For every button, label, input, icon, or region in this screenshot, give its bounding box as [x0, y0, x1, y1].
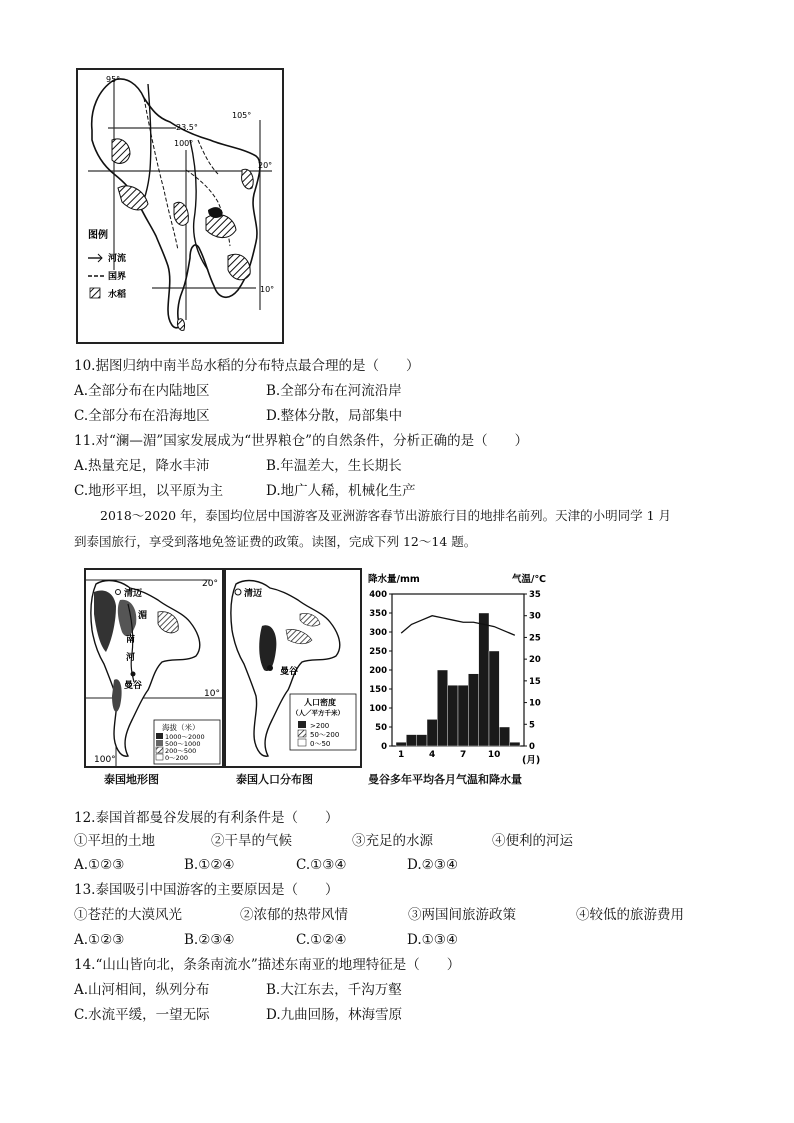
legend-swatch-200-500	[156, 747, 163, 753]
q10-option-a[interactable]: A.全部分布在内陆地区	[74, 383, 210, 399]
q10-stem: 10.据图归纳中南半岛水稻的分布特点最合理的是（ ）	[74, 358, 420, 374]
legend-rice-label: 水稻	[108, 290, 127, 300]
y-left-tick-label: 200	[369, 666, 387, 676]
population-legend-2: 50～200	[310, 731, 340, 739]
y-left-tick-label: 100	[369, 704, 387, 714]
q10-option-b[interactable]: B.全部分布在河流沿岸	[266, 383, 402, 399]
intro-line-2: 到泰国旅行，享受到落地免签证费的政策。读图，完成下列 12～14 题。	[74, 534, 477, 549]
y-left-tick-label: 250	[369, 647, 387, 657]
q14-option-c[interactable]: C.水流平缓，一望无际	[74, 1007, 210, 1023]
temperature-line	[401, 616, 515, 636]
q12-statement-2: ②干旱的气候	[211, 833, 292, 849]
q12-option-a[interactable]: A.①②③	[74, 857, 125, 873]
precipitation-bar	[437, 670, 447, 746]
precipitation-bar	[510, 742, 520, 746]
legend-swatch-50-200	[298, 730, 306, 737]
precipitation-bar	[396, 742, 406, 746]
q13-option-a[interactable]: A.①②③	[74, 932, 125, 948]
lon-label-95: 95°	[106, 75, 121, 84]
precipitation-bar	[458, 685, 468, 746]
q10-option-d[interactable]: D.整体分散，局部集中	[266, 408, 403, 424]
legend-swatch-over-200	[298, 721, 306, 728]
q14-stem: 14.“山山皆向北，条条南流水”描述东南亚的地理特征是（ ）	[74, 957, 461, 973]
terrain-legend-1: 1000～2000	[165, 733, 205, 741]
population-legend-unit: （人／平方千米）	[292, 709, 344, 717]
q14-option-b[interactable]: B.大江东去，千沟万壑	[266, 982, 402, 998]
q13-option-d[interactable]: D.①③④	[407, 932, 458, 948]
terrain-map-caption: 泰国地形图	[104, 773, 159, 786]
precipitation-bar	[427, 719, 437, 746]
lat-label-20: 20°	[258, 161, 273, 170]
legend-swatch-1000-2000	[156, 733, 163, 739]
y-left-axis-label: 降水量/mm	[368, 574, 420, 585]
rice-map-svg	[78, 70, 282, 342]
q13-statement-3: ③两国间旅游政策	[408, 907, 516, 923]
q12-stem: 12.泰国首都曼谷发展的有利条件是（ ）	[74, 810, 339, 826]
q13-statement-1: ①苍茫的大漠风光	[74, 907, 182, 923]
y-left-tick-label: 300	[369, 628, 387, 638]
precipitation-bar	[499, 727, 509, 746]
q11-option-d[interactable]: D.地广人稀，机械化生产	[266, 483, 416, 499]
q13-option-b[interactable]: B.②③④	[184, 932, 235, 948]
climate-chart-svg	[362, 568, 562, 768]
y-right-tick-label: 25	[529, 633, 541, 644]
terrain-chiangmai-label: 清迈	[124, 589, 143, 599]
x-axis-unit: (月)	[522, 755, 541, 766]
y-left-tick-label: 50	[375, 723, 387, 733]
q12-statement-3: ③充足的水源	[352, 833, 433, 849]
hatch-icon	[90, 288, 100, 298]
y-right-tick-label: 35	[529, 590, 541, 600]
legend-swatch-500-1000	[156, 740, 163, 746]
legend-swatch-0-50	[298, 739, 306, 746]
terrain-river-char-2: 南	[126, 635, 136, 645]
lon-label-105: 105°	[232, 111, 252, 120]
population-legend-1: >200	[310, 722, 330, 730]
terrain-lat-20: 20°	[202, 579, 218, 589]
terrain-legend-3: 200～500	[165, 747, 197, 755]
x-tick-label: 1	[398, 750, 405, 760]
y-right-tick-label: 20	[529, 655, 541, 666]
q11-option-a[interactable]: A.热量充足，降水丰沛	[74, 458, 210, 474]
y-left-tick-label: 400	[369, 590, 387, 600]
terrain-legend-title: 海拔（米）	[162, 723, 200, 732]
precipitation-bar	[468, 674, 478, 746]
precipitation-bar	[417, 735, 427, 746]
y-right-tick-label: 0	[529, 742, 535, 752]
thailand-terrain-map	[84, 568, 224, 768]
precipitation-bar	[489, 651, 499, 746]
x-tick-label: 7	[460, 750, 467, 760]
q14-option-a[interactable]: A.山河相间，纵列分布	[74, 982, 210, 998]
lat-label-10: 10°	[260, 285, 275, 294]
population-bangkok-label: 曼谷	[280, 667, 299, 677]
terrain-bangkok-label: 曼谷	[124, 681, 143, 691]
q11-stem: 11.对“澜—湄”国家发展成为“世界粮仓”的自然条件，分析正确的是（ ）	[74, 433, 529, 449]
intro-line-1: 2018～2020 年，泰国均位居中国游客及亚洲游客春节出游旅行目的地排名前列。天津的小明同学 1 月	[100, 508, 671, 523]
population-map-caption: 泰国人口分布图	[236, 773, 313, 786]
q14-option-d[interactable]: D.九曲回肠，林海雪原	[266, 1007, 403, 1023]
climate-chart	[362, 568, 562, 768]
precipitation-bar	[479, 613, 489, 746]
terrain-lat-10: 10°	[204, 689, 220, 699]
q13-option-c[interactable]: C.①②④	[296, 932, 347, 948]
q13-statement-4: ④较低的旅游费用	[576, 907, 684, 923]
q13-statement-2: ②浓郁的热带风情	[240, 907, 348, 923]
q12-statement-4: ④便利的河运	[492, 833, 573, 849]
q12-option-c[interactable]: C.①③④	[296, 857, 347, 873]
terrain-legend-2: 500～1000	[165, 740, 201, 748]
terrain-river-char-1: 湄	[138, 611, 148, 621]
y-right-tick-label: 5	[529, 720, 535, 731]
q12-statement-1: ①平坦的土地	[74, 833, 155, 849]
terrain-river-char-3: 河	[126, 653, 136, 663]
precipitation-bar	[406, 735, 416, 746]
y-left-tick-label: 350	[369, 609, 387, 619]
x-tick-label: 4	[429, 750, 436, 760]
q10-option-c[interactable]: C.全部分布在沿海地区	[74, 408, 210, 424]
lon-label-100: 100°	[174, 139, 194, 148]
population-legend-title: 人口密度	[304, 698, 336, 707]
q13-stem: 13.泰国吸引中国游客的主要原因是（ ）	[74, 882, 339, 898]
q11-option-b[interactable]: B.年温差大，生长期长	[266, 458, 402, 474]
population-chiangmai-label: 清迈	[244, 589, 263, 599]
x-tick-label: 10	[487, 750, 501, 760]
intro-paragraph	[74, 503, 746, 555]
legend-border-label: 国界	[108, 272, 127, 282]
q12-option-d[interactable]: D.②③④	[407, 857, 458, 873]
y-left-tick-label: 0	[381, 742, 387, 752]
terrain-legend-4: 0～200	[165, 754, 189, 762]
lat-label-23-5: 23.5°	[176, 123, 198, 132]
y-right-tick-label: 15	[529, 676, 541, 687]
q11-option-c[interactable]: C.地形平坦，以平原为主	[74, 483, 224, 499]
river-icon	[88, 254, 102, 262]
legend-river-label: 河流	[108, 254, 127, 264]
y-right-tick-label: 10	[529, 698, 541, 709]
legend-title: 图例	[88, 230, 108, 241]
y-right-tick-label: 30	[529, 611, 541, 622]
thailand-population-map	[224, 568, 362, 768]
y-right-axis-label: 气温/℃	[512, 574, 546, 585]
climate-chart-caption: 曼谷多年平均各月气温和降水量	[368, 773, 522, 786]
precipitation-bar	[448, 685, 458, 746]
terrain-map-svg	[86, 570, 222, 766]
q12-option-b[interactable]: B.①②④	[184, 857, 235, 873]
legend-swatch-0-200	[156, 754, 163, 760]
terrain-lon-100: 100°	[94, 755, 116, 765]
rice-distribution-map	[76, 68, 284, 344]
y-left-tick-label: 150	[369, 685, 387, 695]
population-legend-3: 0～50	[310, 740, 331, 748]
population-map-svg	[226, 570, 360, 766]
